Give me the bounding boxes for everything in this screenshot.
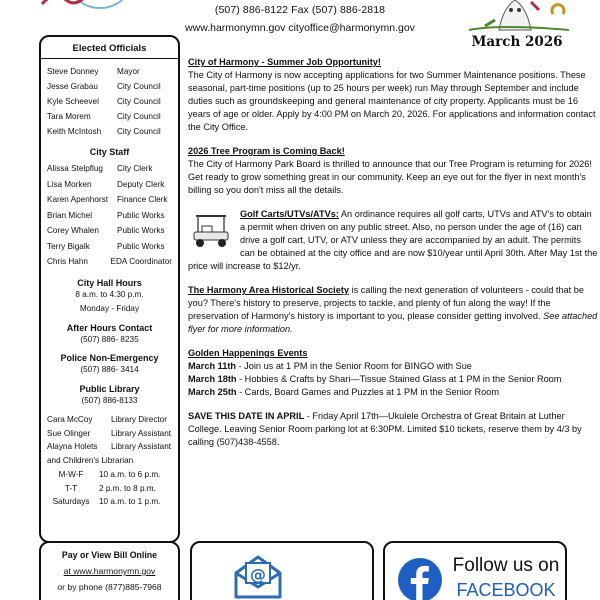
main-articles: [188, 56, 598, 460]
issue-date: March 2026: [471, 34, 563, 50]
staff-role: Public Works: [117, 226, 165, 235]
facebook-label[interactable]: FACEBOOK: [456, 580, 556, 600]
library-staff-name: Cara McCoy: [47, 415, 93, 424]
event-text: - Hobbies & Crafts by Shari—Tissue Stained Glass at 1 PM in the Senior Room: [236, 374, 562, 384]
city-logo: [38, 0, 138, 12]
library-staff-row: [47, 440, 172, 454]
job-body: The City of Harmony is now accepting applications for two Summer Maintenance positions. These seasonal, part-time positions (up to 25 hours per week) run May through September and include duties such as groundskeeping and general maintenance of city property. Applicants must be 16 years of age or older. Apply by 4:00 PM on March 20, 2026. For applications and information contact the City Office.: [188, 70, 596, 132]
job-title: City of Harmony - Summer Job Opportunity!: [188, 57, 381, 67]
library-staff-role: Library Assistant: [111, 442, 172, 451]
staff-row: [47, 208, 172, 224]
staff-row: [47, 192, 172, 208]
golf-title: Golf Carts/UTVs/ATVs:: [240, 209, 339, 219]
save-body: - Friday April 17th—Ukulele Orchestra of Great Britain at Luther College. Leaving Senior Room parking lot at 6:30PM. Limited $10 tickets, reserve them by 4/3 by calling (507)438-4558.: [188, 411, 582, 447]
tree-body: The City of Harmony Park Board is thrilled to announce that our Tree Program is returning for 2026! Get ready to grow something great in our community. Keep an eye out for the flyer in next month's billing so you don't miss all the details.: [188, 159, 592, 195]
divider: [41, 58, 178, 59]
staff-role: Public Works: [117, 241, 165, 251]
header-phone-fax: (507) 886-8122 Fax (507) 886-2818: [214, 4, 386, 16]
staff-role: Public Works: [117, 210, 165, 220]
after-hours-phone: (507) 886- 8235: [80, 334, 139, 344]
official-role: Mayor: [117, 67, 140, 76]
hall-hours-days: Monday - Friday: [79, 304, 140, 313]
pay-phone: or by phone (877)885-7968: [57, 582, 162, 592]
golden-article: [188, 347, 598, 399]
mascot-illustration: [465, 0, 575, 32]
library-hours-time: 10 a.m. to 1 p.m.: [99, 497, 161, 506]
tree-title: 2026 Tree Program is Coming Back!: [188, 146, 345, 156]
golf-article: [188, 208, 598, 273]
history-body: is calling the next generation of volunteers - could that be you? There's history to preserve, projects to tackle, and plenty of fun along the way! If the preservation of Harmony's history is important to you, please consider getting involved.: [188, 285, 584, 321]
tree-article: [188, 145, 598, 197]
history-title: The Harmony Area Historical Society: [188, 285, 350, 295]
staff-row: [47, 239, 172, 255]
header-web-email[interactable]: www.harmonymn.gov cityoffice@harmonymn.gov: [185, 22, 415, 34]
staff-name: Chris Hahn: [47, 257, 88, 266]
event-date: March 25th: [188, 387, 237, 397]
library-staff-role: Library Director: [111, 415, 167, 424]
facebook-box[interactable]: [383, 541, 567, 600]
library-staff-role: Library Assistant: [111, 428, 172, 438]
library-extra: [47, 454, 172, 468]
official-name: Jesse Grabau: [47, 82, 98, 91]
library-heading: Public Library: [79, 383, 140, 394]
official-name: Kyle Scheevel: [47, 97, 99, 106]
staff-name: Terry Bigalk: [47, 241, 90, 251]
library-hours-row: [47, 495, 172, 509]
staff-row: [47, 254, 172, 270]
staff-role: Deputy Clerk: [117, 179, 165, 189]
official-row: [47, 124, 172, 139]
library-hours-days: T-T: [64, 483, 78, 493]
staff-role: EDA Coordinator: [110, 257, 172, 266]
library-hours-time: 10 a.m. to 6 p.m.: [99, 470, 161, 479]
officials-list: [47, 64, 172, 139]
job-article: [188, 56, 598, 134]
library-phone: (507) 886-8133: [81, 395, 138, 405]
event-date: March 11th: [188, 361, 236, 371]
golf-cart-icon: [188, 210, 234, 250]
history-article: [188, 284, 598, 336]
police-phone: (507) 886- 3414: [80, 365, 139, 374]
library-staff-list: [47, 413, 172, 467]
event-date: March 18th: [188, 374, 237, 384]
staff-row: [47, 161, 172, 177]
official-role: City Council: [117, 97, 161, 106]
staff-name: Brian Michel: [47, 210, 93, 220]
library-hours-days: M-W-F: [58, 470, 84, 479]
official-row: [47, 79, 172, 94]
golden-title: Golden Happenings Events: [188, 348, 308, 358]
library-hours-row: [47, 468, 172, 482]
official-row: [47, 94, 172, 109]
library-staff-row: [47, 413, 172, 427]
police-heading: Police Non-Emergency: [60, 353, 159, 363]
staff-row: [47, 223, 172, 239]
facebook-icon: [397, 557, 443, 600]
staff-list: [47, 161, 172, 270]
official-role: City Council: [117, 112, 161, 121]
follow-us-label: Follow us on: [452, 555, 560, 576]
staff-name: Alissa Stelpflug: [47, 164, 103, 173]
library-hours-row: [47, 482, 172, 496]
save-date-article: [188, 410, 598, 449]
library-hours-days: Saturdays: [52, 497, 90, 506]
history-flyer-note: See attached flyer for more information.: [188, 311, 598, 334]
library-hours-time: 2 p.m. to 8 p.m.: [99, 483, 156, 493]
sidebar-directory: [39, 35, 180, 543]
hall-hours-heading: City Hall Hours: [77, 277, 142, 288]
event-text: - Cards, Board Games and Puzzles at 1 PM in the Senior Room: [236, 387, 499, 397]
official-role: City Council: [117, 127, 161, 136]
pay-bill-box: [39, 541, 180, 600]
library-staff-name: Alayna Holets: [47, 442, 98, 451]
official-role: City Council: [117, 82, 161, 91]
email-icon: [230, 551, 286, 600]
header-contact: [150, 1, 450, 37]
official-name: Steve Donney: [47, 67, 99, 76]
staff-row: [47, 177, 172, 193]
svg-text:@: @: [250, 565, 266, 584]
pay-link[interactable]: at www.harmonymn.gov: [63, 566, 156, 576]
official-name: Tara Morem: [47, 112, 91, 121]
library-staff-name: Sue Olinger: [47, 428, 91, 438]
library-hours: [47, 468, 172, 509]
staff-name: Corey Whalen: [47, 226, 99, 235]
staff-name: Karen Apenhorst: [47, 195, 108, 204]
library-extra-text: and Children's Librarian: [47, 455, 134, 465]
hall-hours-time: 8 a.m. to 4:30 p.m.: [75, 289, 144, 299]
staff-role: Finance Clerk: [117, 195, 168, 204]
staff-heading: City Staff: [89, 147, 130, 157]
official-row: [47, 109, 172, 124]
event-text: - Join us at 1 PM in the Senior Room for BINGO with Sue: [236, 361, 472, 371]
email-box[interactable]: [190, 541, 374, 600]
golf-body: An ordinance requires all golf carts, UTVs and ATV's to obtain a permit when driven on any public street. Also, no person under the age of (16) can drive a golf cart, UTV, or ATV unless they are accompanied by an adult. The permits can be obtained at the city office and are now $10/year until April 30th. After May 1st the price will increase to $12/yr.: [188, 209, 598, 271]
official-row: [47, 64, 172, 79]
staff-role: City Clerk: [117, 164, 153, 173]
after-hours-heading: After Hours Contact: [66, 322, 153, 333]
staff-name: Lisa Morken: [47, 179, 92, 189]
facebook-text: [451, 554, 561, 600]
save-title: SAVE THIS DATE IN APRIL: [188, 411, 305, 421]
pay-title: Pay or View Bill Online: [61, 550, 158, 560]
library-staff-row: [47, 427, 172, 441]
official-name: Keith McIntosh: [47, 127, 102, 136]
officials-heading: Elected Officials: [72, 43, 147, 54]
